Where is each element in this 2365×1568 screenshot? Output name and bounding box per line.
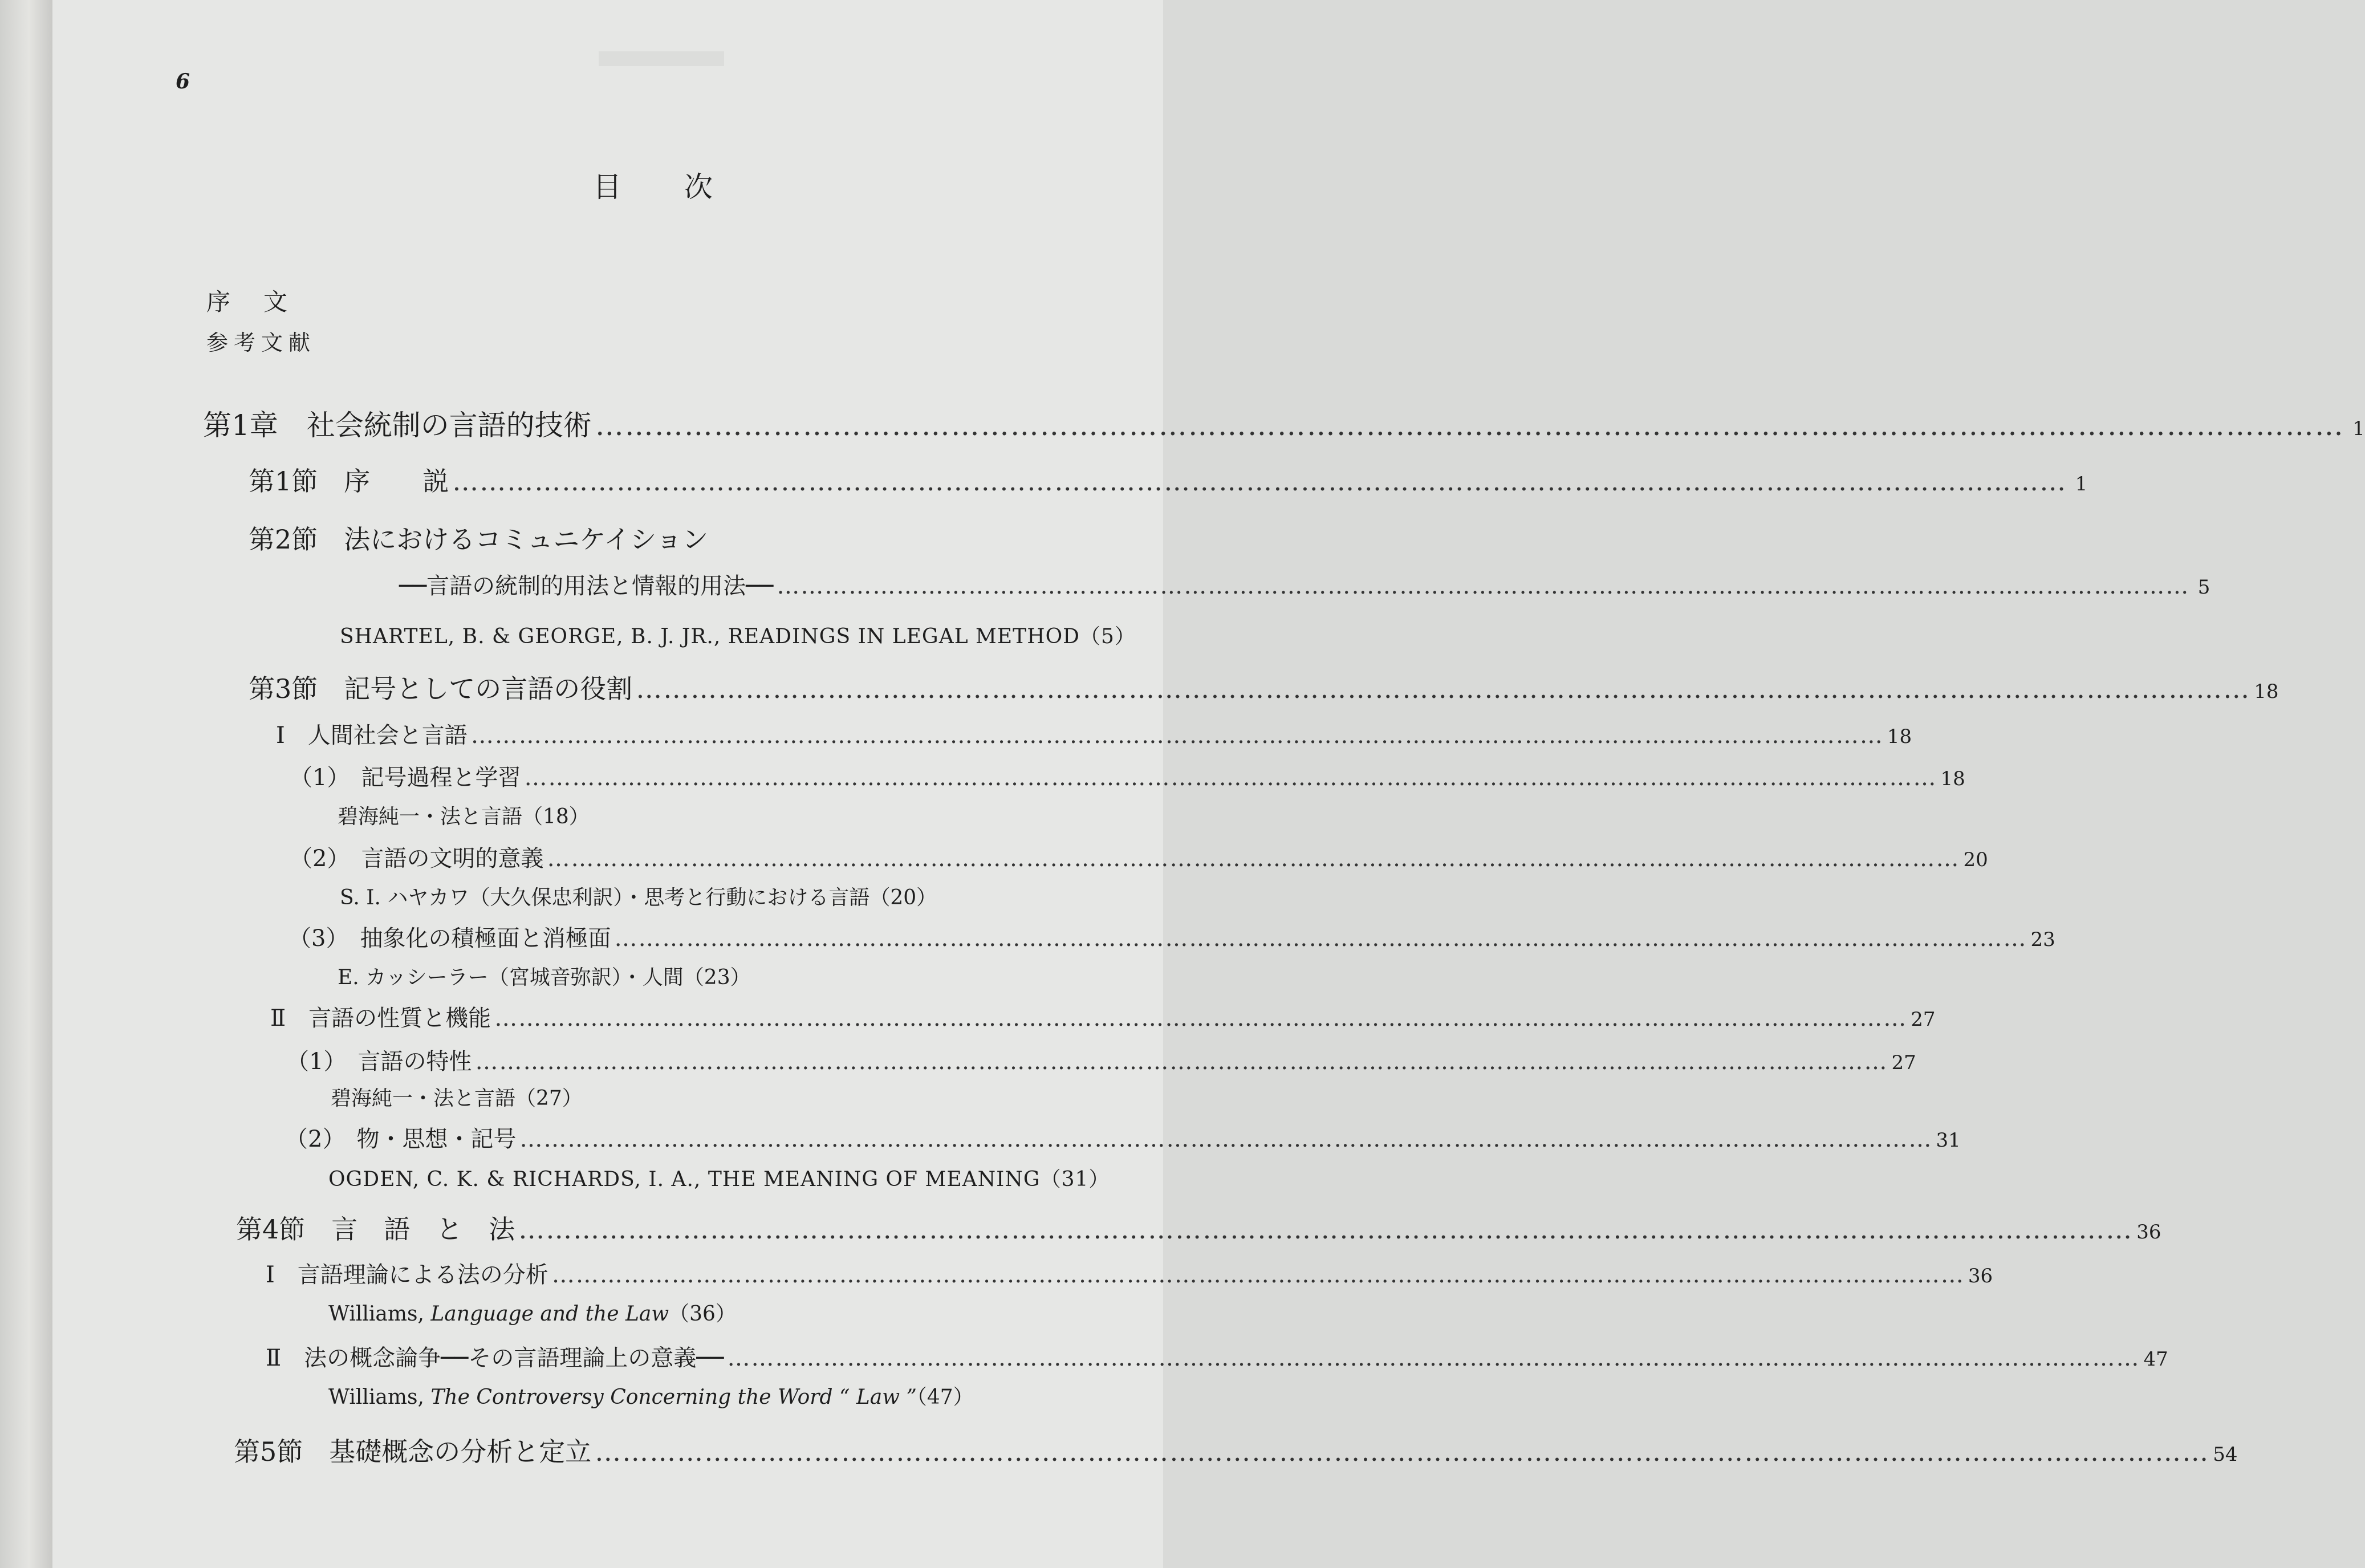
toc-entry-page: 36 (2136, 1221, 2161, 1244)
toc-entry-3-II (270, 1000, 1936, 1033)
toc-entry-label: （2） 言語の文明的意義 (290, 846, 544, 872)
toc-entry-page: 27 (1891, 1051, 1916, 1074)
toc-entry-label: Ⅰ 人間社会と言語 (276, 722, 468, 749)
dot-leader: …………………………………………………………………………………………………………………………………………………………… (551, 1262, 1965, 1288)
toc-entry-page: 36 (1968, 1265, 1993, 1287)
reference-hekikai-18: 碧海純一・法と言語（18） (338, 805, 590, 828)
dot-leader: …………………………………………………………………………………………………………………………………………………………… (518, 1214, 2134, 1245)
dot-leader: …………………………………………………………………………………………………………………………………………………………… (727, 1345, 2140, 1371)
toc-entry-section-2 (249, 519, 1122, 556)
toc-entry-page: 18 (1887, 725, 1912, 748)
dot-leader: …………………………………………………………………………………………………………………………………………………………… (494, 1005, 1908, 1031)
dot-leader: …………………………………………………………………………………………………………………………………………………………… (524, 765, 1937, 791)
front-matter-preface: 序 文 (206, 288, 292, 316)
toc-entry-section-5 (234, 1431, 2238, 1469)
reference-hekikai-27: 碧海純一・法と言語（27） (331, 1087, 583, 1110)
toc-entry-label: Ⅱ 法の概念論争──その言語理論上の意義── (266, 1345, 724, 1371)
toc-entry-label: （1） 記号過程と学習 (290, 765, 521, 791)
toc-entry-3-I-3 (288, 920, 2055, 953)
toc-entry-3-I (276, 717, 1912, 750)
toc-entry-label: 第1章 社会統制の言語的技術 (203, 409, 592, 442)
dot-leader: …………………………………………………………………………………………………………………………………………………………… (452, 466, 2067, 497)
page-edge (0, 0, 52, 1568)
dot-leader: …………………………………………………………………………………………………………………………………………………………… (636, 673, 2251, 704)
toc-entry-label: Ⅱ 言語の性質と機能 (270, 1005, 491, 1031)
toc-entry-page: 5 (2197, 576, 2210, 599)
reference-williams-language (328, 1298, 736, 1327)
page-number: 6 (176, 70, 190, 94)
toc-entry-page: 27 (1911, 1008, 1936, 1031)
toc-entry-label: 第3節 記号としての言語の役割 (249, 673, 633, 704)
toc-entry-4-II (266, 1340, 2168, 1372)
toc-entry-section-4 (236, 1209, 2161, 1246)
toc-entry-page: 23 (2030, 928, 2055, 951)
toc-entry-label: 第1節 序 説 (249, 466, 449, 497)
reference-title: Language and the Law (430, 1302, 669, 1326)
toc-entry-3-II-2 (285, 1121, 1961, 1153)
dot-leader: …………………………………………………………………………………………………………………………………………………………… (595, 409, 2344, 442)
dot-leader: …………………………………………………………………………………………………………………………………………………………… (475, 1049, 1888, 1075)
reference-hayakawa: S. I. ハヤカワ（大久保忠利訳）・思考と行動における言語（20） (340, 886, 937, 909)
reference-shartel: SHARTEL, B. & GEORGE, B. J. JR., READINGS IN LEGAL METHOD（5） (340, 625, 1136, 648)
toc-entry-section-2-subtitle (399, 568, 2210, 600)
toc-entry-chapter-1 (203, 403, 2365, 444)
page-title: 目次 (593, 170, 775, 204)
toc-entry-label: （2） 物・思想・記号 (285, 1126, 517, 1152)
reference-author: Williams, (328, 1302, 431, 1326)
toc-entry-label: （3） 抽象化の積極面と消極面 (288, 925, 611, 952)
dot-leader: …………………………………………………………………………………………………………………………………………………………… (595, 1436, 2210, 1467)
dot-leader: …………………………………………………………………………………………………………………………………………………………… (547, 846, 1960, 872)
toc-entry-label: 第2節 法におけるコミュニケイション (249, 524, 709, 555)
toc-entry-page: 47 (2143, 1348, 2168, 1371)
toc-entry-page: 54 (2213, 1443, 2238, 1466)
dot-leader: …………………………………………………………………………………………………………………………………………………………… (614, 925, 2027, 952)
reference-title: The Controversy Concerning the Word “ Law ” (430, 1386, 917, 1409)
toc-entry-section-3 (249, 668, 2279, 706)
dot-leader: …………………………………………………………………………………………………………………………………………………………… (777, 573, 2190, 599)
front-matter-references: 参考文献 (206, 330, 316, 355)
toc-entry-3-I-1 (290, 759, 1965, 792)
reference-williams-controversy (328, 1381, 974, 1410)
dot-leader: …………………………………………………………………………………………………………………………………………………………… (470, 722, 1884, 749)
dot-leader: …………………………………………………………………………………………………………………………………………………………… (519, 1126, 1933, 1152)
toc-entry-label: Ⅰ 言語理論による法の分析 (266, 1262, 548, 1288)
toc-entry-3-I-2 (290, 840, 1988, 873)
toc-entry-label: （1） 言語の特性 (286, 1049, 472, 1075)
toc-entry-page: 18 (1940, 767, 1965, 790)
toc-entry-section-1 (249, 461, 2088, 498)
toc-entry-page: 1 (2075, 473, 2088, 495)
bleed-through-decoration (599, 51, 724, 66)
reference-ogden: OGDEN, C. K. & RICHARDS, I. A., THE MEANING OF MEANING（31） (328, 1168, 1110, 1191)
toc-entry-label: 第5節 基礎概念の分析と定立 (234, 1436, 592, 1467)
toc-entry-page: 18 (2254, 680, 2279, 703)
toc-entry-3-II-1 (286, 1043, 1916, 1076)
toc-entry-page: 31 (1936, 1129, 1961, 1152)
toc-entry-label: 第4節 言 語 と 法 (236, 1214, 515, 1245)
reference-cassirer: E. カッシーラー（宮城音弥訳）・人間（23） (338, 966, 751, 989)
toc-entry-4-I (266, 1257, 1993, 1289)
reference-page: （47） (916, 1386, 974, 1409)
toc-entry-page: 1 (2352, 417, 2365, 440)
toc-entry-label: ──言語の統制的用法と情報的用法── (399, 573, 774, 599)
toc-entry-page: 20 (1963, 848, 1988, 871)
reference-author: Williams, (328, 1386, 431, 1409)
reference-page: （36） (669, 1302, 736, 1326)
